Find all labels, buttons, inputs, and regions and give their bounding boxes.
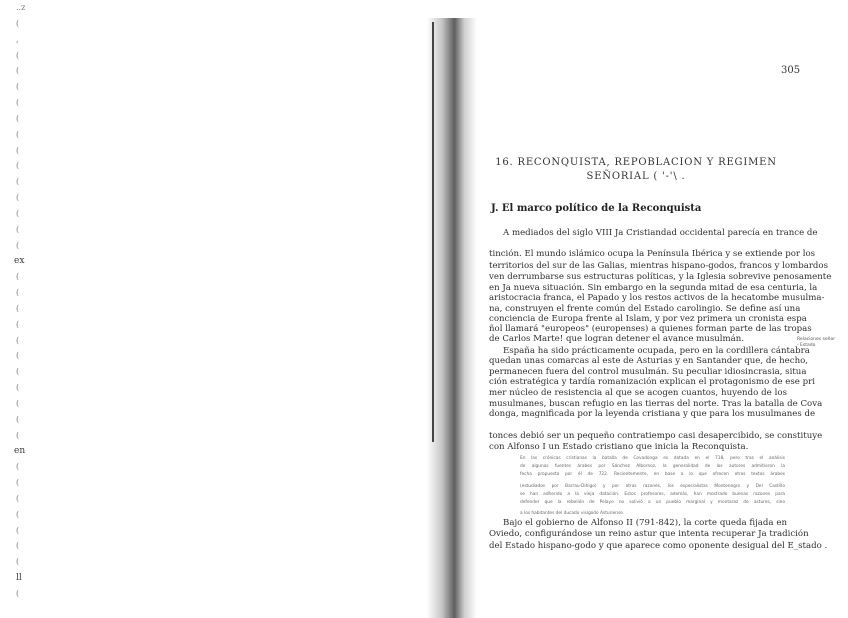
chapter-title-line-2: SEÑORIAL ( '-'\ . — [586, 171, 686, 182]
body-line: na, construyen el frente común del Estado carolingio. Se define así una — [489, 304, 801, 314]
margin-note: Relaciones señor - Estado — [797, 337, 836, 348]
margin-mark: ( — [16, 367, 20, 377]
body-line: territorios del sur de las Galias, mientras hispano-godos, francos y lombardos — [489, 261, 829, 271]
body-line: conciencia de Europa frente al Islam, y por vez primera un cronista espa — [489, 314, 807, 324]
body-line: de Carlos Marte! que logran detener el avance musulmán. — [489, 334, 745, 344]
body-line: Oviedo, configurándose un reino astur que intenta recuperar Ja tradición — [489, 529, 809, 539]
margin-mark: ( — [16, 589, 20, 598]
margin-mark: , — [16, 34, 19, 44]
margin-mark: ( — [16, 509, 20, 519]
margin-mark: ( — [16, 98, 20, 108]
body-line: tonces debió ser un pequeño contratiempo casi desapercibido, se constituye — [489, 431, 823, 441]
body-line: España ha sido prácticamente ocupada, pero en la cordillera cántabra — [503, 346, 810, 356]
margin-mark: ( — [16, 161, 20, 171]
margin-mark: ( — [16, 272, 20, 282]
margin-mark: ( — [16, 113, 20, 123]
margin-mark: ( — [16, 66, 20, 76]
body-line: quedan unas comarcas al este de Asturias y en Santander que, de hecho, — [489, 356, 809, 366]
body-line: del Estado hispano-godo y que aparece como oponente desigual del E_stado . — [489, 541, 828, 551]
margin-mark: ( — [16, 129, 20, 139]
body-line: mer núcleo de resistencia al que se acogen cuantos, huyendo de los — [489, 388, 787, 398]
margin-mark: ( — [16, 82, 20, 92]
margin-mark: ( — [16, 351, 20, 361]
body-line: con Alfonso I un Estado cristiano que inicia la Reconquista. — [489, 442, 749, 452]
footnote-line: defender que la rebelión de Pelayo no solivió a un pueblo marginal y montaraz de astures, sino — [520, 500, 785, 505]
margin-mark: ( — [16, 335, 20, 345]
footnote-line: se han adherido a la vieja datación. Estos profesores, además, han mostrado buenas razones para — [520, 492, 785, 497]
margin-mark: ( — [16, 383, 20, 393]
margin-mark: ( — [16, 224, 20, 234]
body-line: aristocracia franca, el Papado y los restos activos de la hecatombe musulma- — [489, 293, 825, 303]
margin-mark: ( — [16, 319, 20, 329]
margin-mark: ( — [16, 462, 20, 472]
margin-mark: ( — [16, 50, 20, 60]
body-line: ción estratégica y tardía romanización explican el protagonismo de ese pri — [489, 377, 815, 387]
body-line: Bajo el gobierno de Alfonso II (791-842), la corte queda fijada en — [503, 518, 787, 528]
margin-mark: ( — [16, 493, 20, 503]
margin-mark: ( — [16, 193, 20, 203]
margin-mark: ( — [16, 288, 20, 298]
margin-mark: ( — [16, 303, 20, 313]
margin-mark: ll — [16, 573, 22, 584]
footnote-line: de algunas fuentes árabes por Sánchez Albornoz, la generalidad de los autores admitieron la — [520, 464, 785, 469]
margin-mark: en — [14, 446, 26, 457]
body-line: musulmanes, buscan refugio en las tierras del norte. Tras la batalla de Cova — [489, 399, 823, 409]
margin-mark: ( — [16, 478, 20, 488]
body-line: donga, magnificada por la leyenda cristiana y que para los musulmanes de — [489, 409, 816, 419]
footnote-line: a los habitantes del ducado visigodo Asturiense. — [520, 511, 625, 516]
body-line: ven derrumbarse sus estructuras políticas, y la Iglesia sobrevive penosamente — [489, 272, 832, 282]
body-line: A mediados del siglo VIII Ja Cristiandad occidental parecía en trance de — [503, 228, 818, 238]
body-line: ñol llamará "europeos" (europenses) a quienes forman parte de las tropas — [489, 324, 812, 334]
margin-mark: ( — [16, 208, 20, 218]
margin-mark: ex — [14, 256, 25, 267]
margin-mark: ( — [16, 145, 20, 155]
margin-mark: ( — [16, 18, 20, 28]
footnote-line: (estudiados por Barrau-Dihigo) y por otras razones, los especialistas Montenegro y Del Castillo — [520, 484, 785, 489]
section-title: J. El marco político de la Reconquista — [491, 203, 702, 214]
margin-mark: ( — [16, 541, 20, 551]
margin-mark: ( — [16, 557, 20, 567]
body-line: permanecen fuera del control musulmán. Su peculiar idiosincrasia, situa — [489, 367, 807, 377]
margin-mark: ( — [16, 398, 20, 408]
footnote-line: fecha propuesta por él de 722. Recientemente, en base a lo que ofrecen otros textos árabes — [520, 472, 785, 477]
body-line: en Ja nueva situación. Sin embargo en la segunda mitad de esa centuria, la — [489, 283, 818, 293]
margin-mark: ( — [16, 525, 20, 535]
body-line: tinción. El mundo islámico ocupa la Península Ibérica y se extiende por los — [489, 249, 816, 259]
margin-mark: ..z — [16, 3, 26, 12]
margin-mark: ( — [16, 177, 20, 187]
margin-mark: ( — [16, 430, 20, 440]
footnote-line: En las crónicas cristianas la batalla de Covadonga es datada en el 718, pero tras el análisis — [520, 456, 785, 461]
page-spine-line — [432, 22, 434, 442]
chapter-title-line-1: 16. RECONQUISTA, REPOBLACION Y REGIMEN — [495, 157, 777, 168]
margin-mark: ( — [16, 414, 20, 424]
page-number: 305 — [781, 65, 801, 76]
page-spine-shadow — [427, 18, 477, 618]
margin-mark: ( — [16, 240, 20, 250]
